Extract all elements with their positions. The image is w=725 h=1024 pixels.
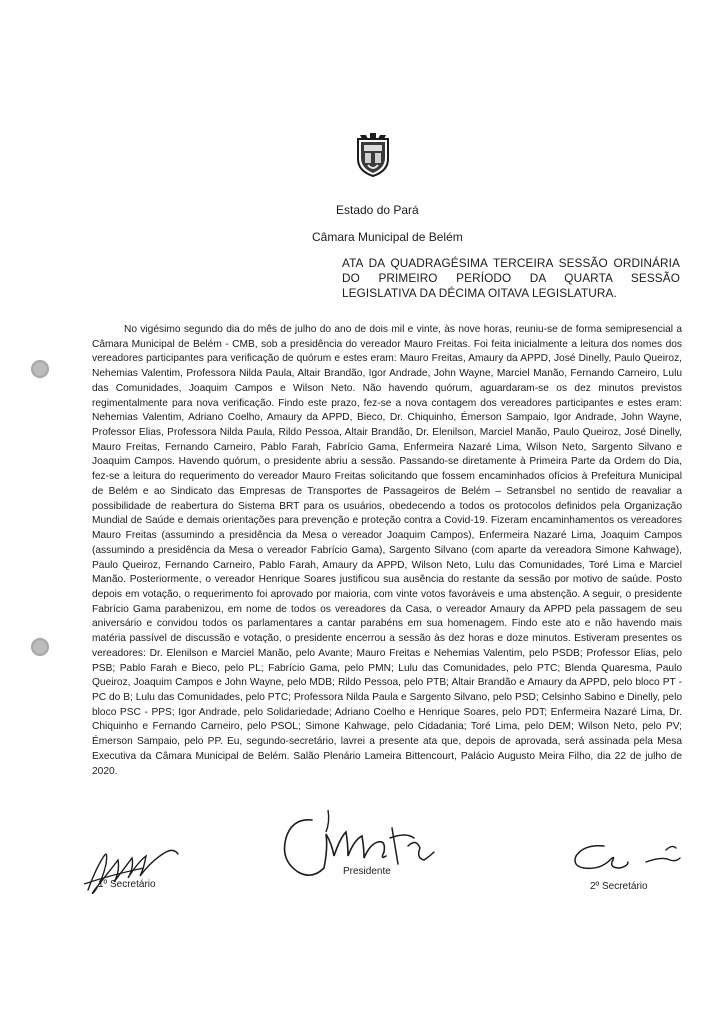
punch-hole-icon bbox=[31, 638, 49, 656]
second-secretary-signature bbox=[566, 836, 686, 880]
second-secretary-label: 2º Secretário bbox=[590, 881, 648, 892]
first-secretary-label: 1º Secretário bbox=[98, 879, 156, 890]
minutes-body bbox=[92, 323, 682, 779]
chamber-name: Câmara Municipal de Belém bbox=[312, 230, 463, 244]
president-label: Presidente bbox=[343, 866, 391, 877]
minutes-title: ATA DA QUADRAGÉSIMA TERCEIRA SESSÃO ORDINÁRIA DO PRIMEIRO PERÍODO DA QUARTA SESSÃO LEGISLATIVA DA DÉCIMA OITAVA LEGISLATURA. bbox=[342, 256, 680, 300]
coat-of-arms-icon bbox=[356, 133, 390, 177]
state-name: Estado do Pará bbox=[336, 203, 419, 217]
punch-hole-icon bbox=[31, 360, 49, 378]
minutes-paragraph: No vigésimo segundo dia do mês de julho do ano de dois mil e vinte, às nove horas, reuniu-se de forma semipresencial a Câmara Municipal de Belém - CMB, sob a presidência do vereador Mauro Freitas. Foi feita inicialmente a leitura dos nomes dos vereadores participantes para verificação de quórum e estes eram: Mauro Freitas, Amaury da APPD, José Dinelly, Paulo Queiroz, Nehemias Valentim, Professora Nilda Paula, Altair Brandão, Igor Andrade, John Wayne, Marciel Manão, Fernando Carneiro, Lulu das Comunidades, Joaquim Campos e Wilson Neto. Não havendo quórum, aguardaram-se os dez minutos previstos regimentalmente para nova verificação. Findo este prazo, fez-se a nova contagem dos vereadores participantes e estes eram: Nehemias Valentim, Adriano Coelho, Amaury da APPD, Bieco, Dr. Chiquinho, Émerson Sampaio, Igor Andrade, John Wayne, Professor Elias, Professora Nilda Paula, Rildo Pessoa, Altair Brandão, Dr. Elenilson, Marciel Manão, Paulo Queiroz, José Dinelly, Mauro Freitas, Fernando Carneiro, Pablo Farah, Fabrício Gama, Enfermeira Nazaré Lima, Wilson Neto, Sargento Silvano e Joaquim Campos. Havendo quórum, o presidente abriu a sessão. Passando-se diretamente à Primeira Parte da Ordem do Dia, fez-se a leitura do requerimento do vereador Mauro Freitas solicitando que fossem encaminhados ofícios à Prefeitura Municipal de Belém e ao Sindicato das Empresas de Transportes de Passageiros de Belém – Setransbel no sentido de reavaliar a possibilidade de reabertura do Sistema BRT para os usuários, obedecendo a todos os protocolos definidos pela Organização Mundial de Saúde e demais orientações para prevenção e proteção contra a Covid-19. Fizeram encaminhamentos os vereadores Mauro Freitas (assumindo a presidência da Mesa o vereador Joaquim Campos), Enfermeira Nazaré Lima, Joaquim Campos (assumindo a presidência da Mesa o vereador Fabrício Gama), Sargento Silvano (com aparte da vereadora Simone Kahwage), Paulo Queiroz, Fernando Carneiro, Pablo Farah, Amaury da APPD, Wilson Neto, Lulu das Comunidades, Toré Lima e Marciel Manão. Posteriormente, o vereador Henrique Soares justificou sua ausência do restante da sessão por motivo de saúde. Posto depois em votação, o requerimento foi aprovado por maioria, com vinte votos favoráveis e uma abstenção. A seguir, o presidente Fabrício Gama parabenizou, em nome de todos os vereadores da Casa, o vereador Amaury da APPD pela passagem de seu aniversário e convidou todos os parlamentares a cantar parabéns em sua homenagem. Findo este ato e não havendo mais matéria passível de discussão e votação, o presidente encerrou a sessão às dez horas e doze minutos. Estiveram presentes os vereadores: Dr. Elenilson e Marciel Manão, pelo Avante; Mauro Freitas e Nehemias Valentim, pelo PSDB; Professor Elias, pelo PSB; Pablo Farah e Bieco, pelo PL; Fabrício Gama, pelo PMN; Lulu das Comunidades, pelo PTC; Blenda Quaresma, Paulo Queiroz, Joaquim Campos e John Wayne, pelo MDB; Rildo Pessoa, pelo PTB; Altair Brandão e Amaury da APPD, pelo bloco PT - PC do B; Lulu das Comunidades, pelo PTC; Professora Nilda Paula e Sargento Silvano, pelo PSD; Celsinho Sabino e Dinelly, pelo bloco PSC - PPS; Igor Andrade, pelo Solidariedade; Adriano Coelho e Henrique Soares, pelo PDT; Enfermeira Nazaré Lima, Dr. Chiquinho e Fernando Carneiro, pelo PSOL; Simone Kahwage, pelo Cidadania; Toré Lima, pelo DEM; Wilson Neto, pelo PV; Émerson Sampaio, pelo PP. Eu, segundo-secretário, lavrei a presente ata que, depois de aprovada, será assinada pela Mesa Executiva da Câmara Municipal de Belém. Salão Plenário Lameira Bittencourt, Palácio Augusto Meira Filho, dia 22 de julho de 2020. bbox=[92, 324, 682, 777]
